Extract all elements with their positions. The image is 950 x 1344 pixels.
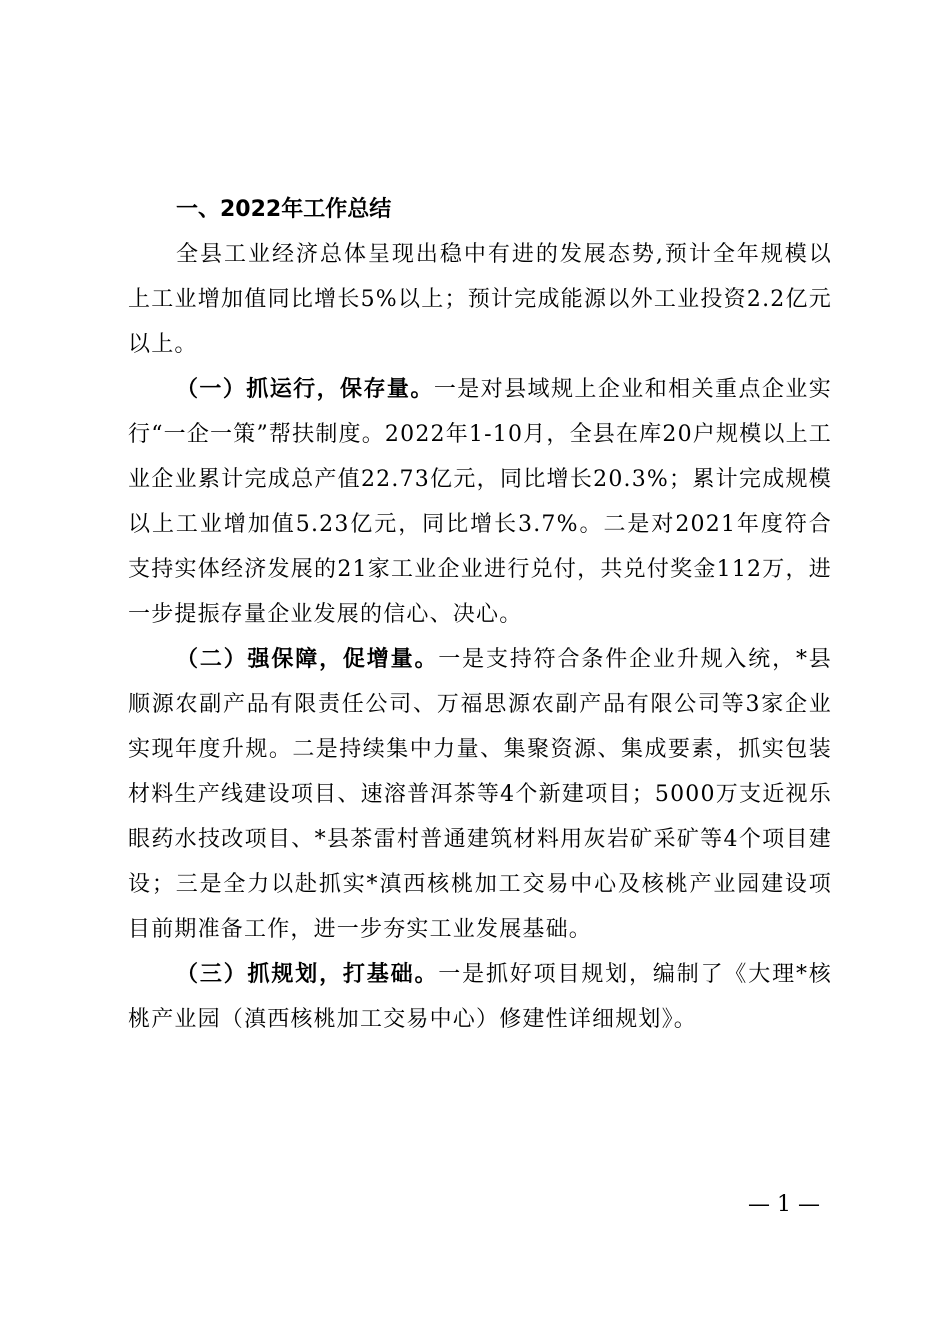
paragraph-summary	[128, 232, 832, 367]
paragraph-text: 一是抓好项目规划，编制了《大理*核桃产业园（滇西核桃加工交易中心）修建性详细规划》。	[128, 962, 833, 1032]
paragraph-growth	[128, 637, 832, 952]
paragraph-lead: （一）抓运行，保存量。	[176, 377, 434, 402]
page-number: — 1 —	[748, 1192, 820, 1217]
section-heading: 一、2022年工作总结	[176, 197, 392, 222]
document-body	[128, 188, 832, 1042]
paragraph-text: 全县工业经济总体呈现出稳中有进的发展态势,预计全年规模以上工业增加值同比增长5%以上；预计完成能源以外工业投资2.2亿元以上。	[128, 242, 832, 357]
paragraph-lead: （二）强保障，促增量。	[176, 647, 439, 672]
paragraph-text: 一是对县域规上企业和相关重点企业实行“一企一策”帮扶制度。2022年1-10月，全县在库20户规模以上工业企业累计完成总产值22.73亿元，同比增长20.3%；累计完成规模以上工业增加值5.23亿元，同比增长3.7%。二是对2021年度符合支持实体经济发展的21家工业企业进行兑付，共兑付奖金112万，进一步提振存量企业发展的信心、决心。	[128, 377, 833, 627]
paragraph-planning	[128, 952, 832, 1042]
paragraph-lead: （三）抓规划，打基础。	[176, 962, 439, 987]
paragraph-text: 一是支持符合条件企业升规入统，*县顺源农副产品有限责任公司、万福思源农副产品有限公司等3家企业实现年度升规。二是持续集中力量、集聚资源、集成要素，抓实包装材料生产线建设项目、速溶普洱茶等4个新建项目；5000万支近视乐眼药水技改项目、*县茶雷村普通建筑材料用灰岩矿采矿等4个项目建设；三是全力以赴抓实*滇西核桃加工交易中心及核桃产业园建设项目前期准备工作，进一步夯实工业发展基础。	[128, 647, 833, 942]
paragraph-operations	[128, 367, 832, 637]
